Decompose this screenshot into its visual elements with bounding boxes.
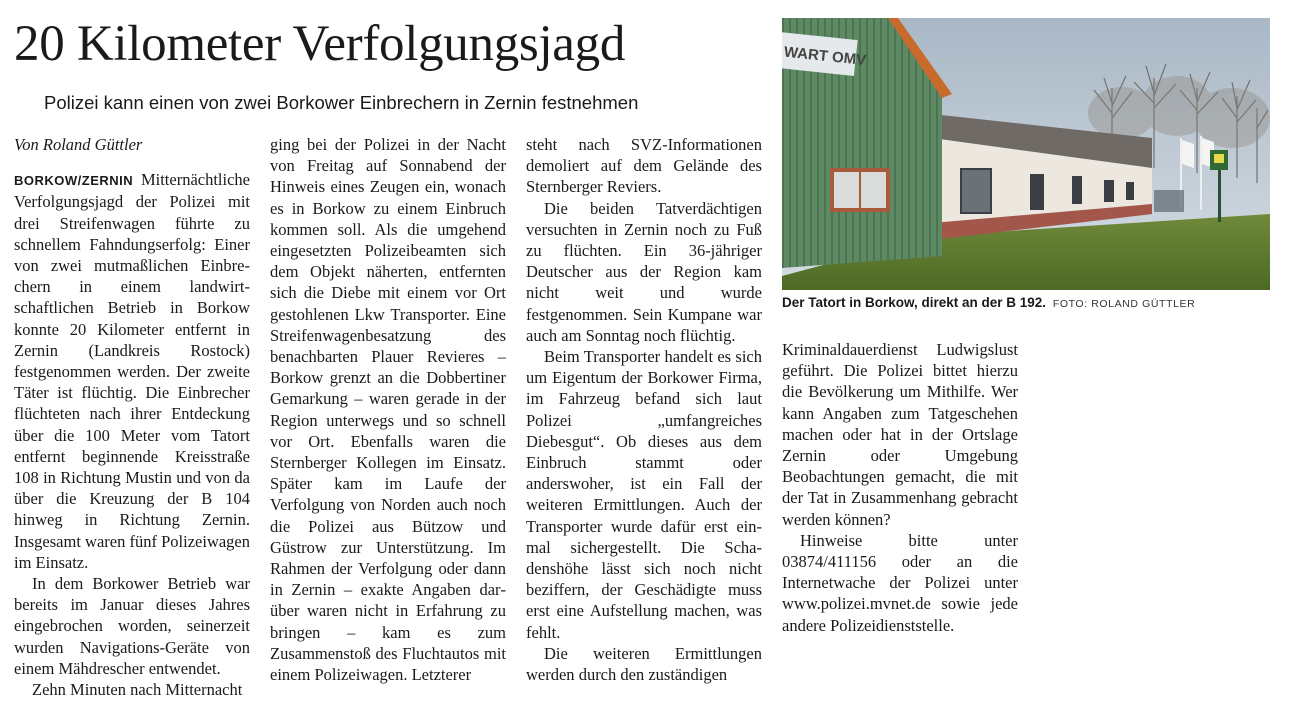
article-paragraph: Kriminaldauerdienst Ludwigslust geführt. Die Polizei bittet hierzu die Bevölkerung um Mithilfe. Wer kann Angaben zum Tatgeschehen machen oder hat in der Ortslage Zernin oder Umgebung Beobachtungen gemacht, die mit der Tat in Zusammenhang gebracht werden können? bbox=[782, 340, 1018, 529]
dateline: BORKOW/ZERNIN bbox=[14, 173, 134, 189]
photo-caption: Der Tatort in Borkow, direkt an der B 192. bbox=[782, 295, 1047, 310]
author-byline: Von Roland Güttler bbox=[14, 135, 143, 154]
article-column-3 bbox=[526, 134, 762, 702]
article-column-1 bbox=[14, 134, 250, 702]
article-paragraph: In dem Borkower Betrieb war bereits im Januar dieses Jahres eingebrochen worden, seinerzeit wurden Navigations-Geräte von einem Mähdrescher entwendet. bbox=[14, 574, 250, 678]
headline: 20 Kilometer Verfolgungsjagd bbox=[14, 16, 626, 72]
photo-illustration bbox=[782, 18, 1270, 290]
article-paragraph: Beim Transporter handelt es sich um Eigentum der Borkower Firma, im Fahrzeug befand sich laut Polizei „umfangreiches Diebesgut“. Ob dieses aus dem Einbruch stammt oder anderswoher, ist ein Fall der weiteren Ermittlungen. Auch der Transporter wurde dafür erst einmal sichergestellt. Die Schadenshöhe lässt sich noch nicht beziffern, der Geschädigte muss erst eine Aufstellung machen, was fehlt. bbox=[526, 347, 762, 642]
article-paragraph: Hinweise bitte unter 03874/411156 oder an die Internetwache der Polizei unter www.polizei.mvnet.de sowie jede andere Polizeidienststelle. bbox=[782, 530, 1018, 635]
article-paragraph: BORKOW/ZERNIN Mitternächtliche Verfolgungsjagd der Polizei mit drei Streifenwagen führte zu schnellem Fahndungserfolg: Einer von zwei mutmaßlichen Einbrechern in einem landwirtschaftlichen Betrieb in Borkow konnte 20 Kilometer entfernt in Zernin (Landkreis Rostock) festgenommen werden. Der zweite Täter ist flüchtig. Die Einbrecher flüchteten nach ihrer Entdeckung über die 100 Meter vom Tatort entfernt beginnende Kreisstraße 108 in Richtung Mustin und von da über die Kreuzung der B 104 hinweg in Richtung Zernin. Insgesamt waren fünf Polizeiwagen im Einsatz. bbox=[14, 170, 250, 572]
article-paragraph: Zehn Minuten nach Mitternacht bbox=[32, 680, 243, 700]
article-paragraph: Die weiteren Ermittlungen werden durch den zuständigen bbox=[526, 643, 762, 685]
photo-caption-block bbox=[782, 294, 1274, 313]
subheadline: Polizei kann einen von zwei Borkower Einbrechern in Zernin festnehmen bbox=[44, 92, 639, 113]
article-column-5 bbox=[1038, 339, 1274, 702]
article-column-2 bbox=[270, 134, 506, 702]
photo-credit: FOTO: ROLAND GÜTTLER bbox=[1052, 298, 1196, 310]
article-column-4 bbox=[782, 339, 1018, 702]
photo-sign-text: WART OMV bbox=[783, 43, 867, 70]
article-photo bbox=[782, 18, 1270, 290]
article-paragraph: steht nach SVZ-Informationen demoliert auf dem Gelände des Sternberger Reviers. bbox=[526, 135, 762, 197]
article-paragraph: ging bei der Polizei in der Nacht von Freitag auf Sonnabend der Hinweis eines Zeugen ein, wonach es in Borkow zu einem Einbruch kommen soll. Als die umgehend eingesetzten Polizeibeamten sich dem Objekt näherten, entfernten sich die Diebe mit einem vor Ort gestohlenen Lkw Transporter. Eine Streifenwagenbesatzung des benachbarten Plauer Revieres – Borkow grenzt an die Dobbertiner Gemarkung – waren gerade in der Region unterwegs und so schnell vor Ort. Ebenfalls waren die Sternberger Kollegen im Einsatz. Später kam im Laufe der Verfolgung von Norden auch noch die Polizei aus Bützow und Güstrow zur Unterstützung. Im Rahmen der Verfolgung oder dann in Zernin – exakte Angaben darüber waren nicht in Erfahrung zu bringen – kam es zum Zusammenstoß des Fluchtautos mit einem Polizeiwagen. Letzterer bbox=[270, 135, 506, 685]
article-paragraph: Die beiden Tatverdächtigen versuchten in Zernin noch zu Fuß zu flüchten. Ein 36-jähriger Deutscher aus der Region kam nicht weit und wurde festgenommen. Sein Kumpane war auch am Sonntag noch flüchtig. bbox=[526, 198, 762, 345]
